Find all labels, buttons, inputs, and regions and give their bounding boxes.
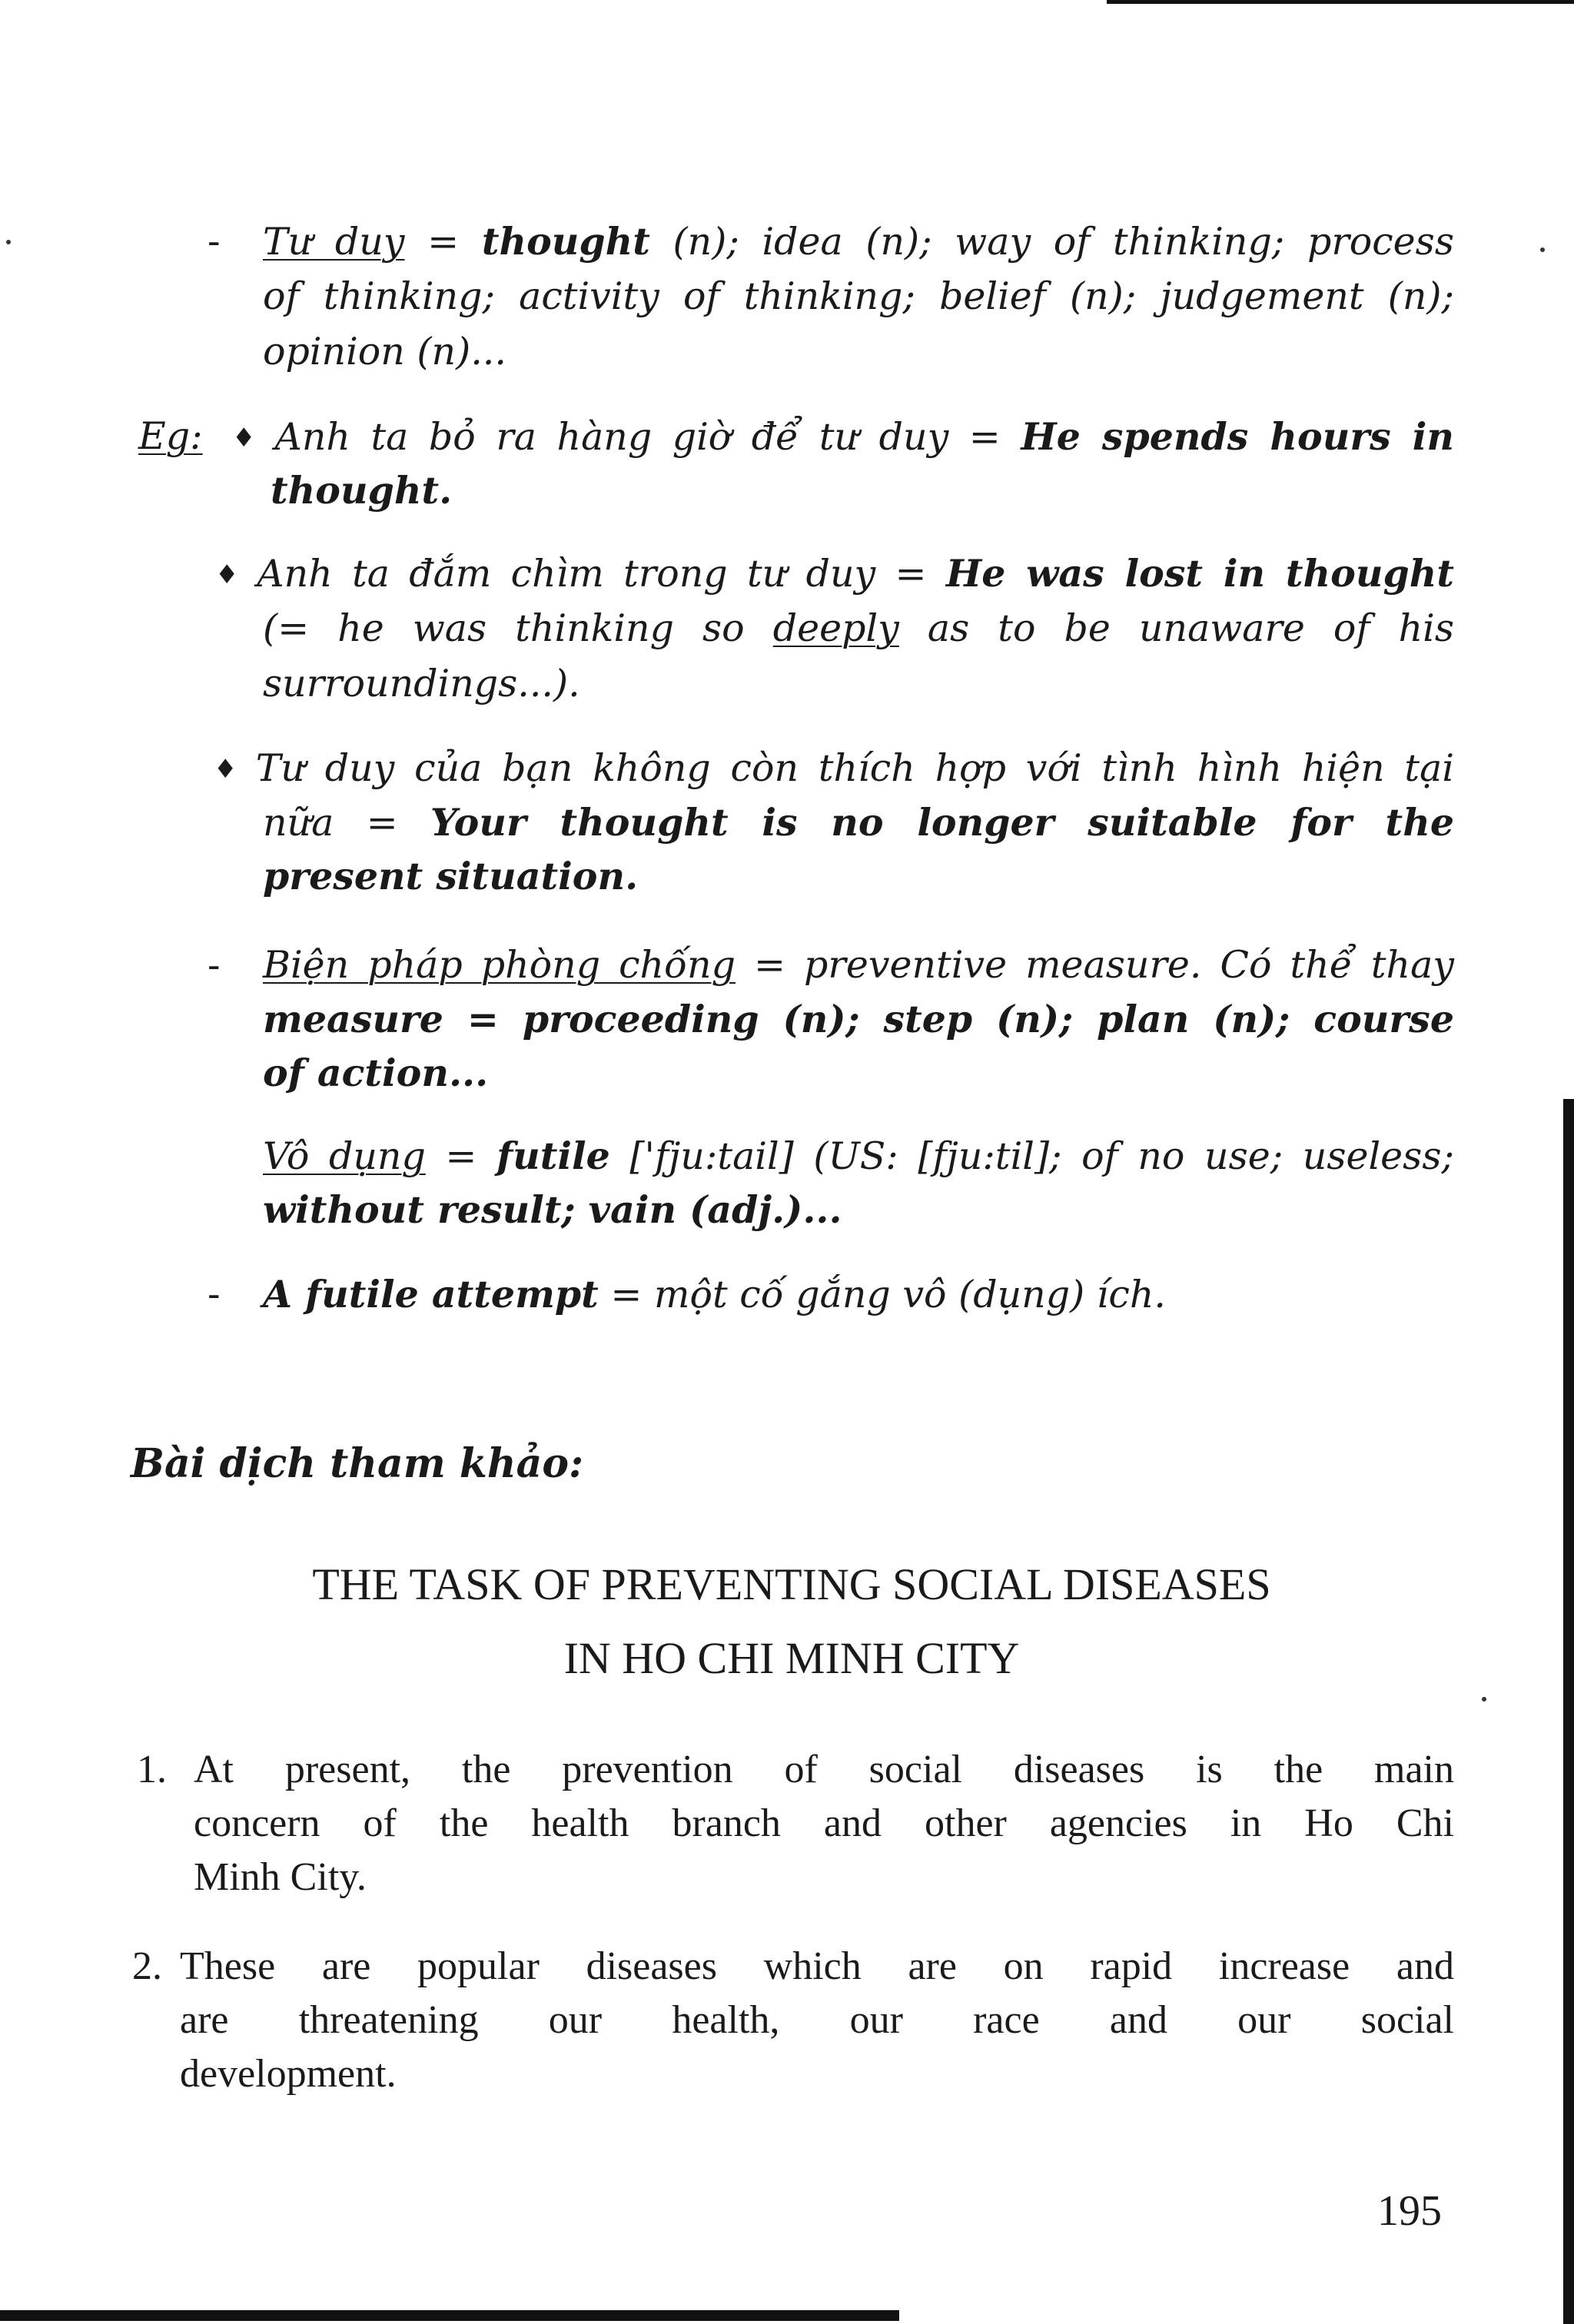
paragraph-line: At present, the prevention of social diseases is the main bbox=[194, 1748, 1454, 1791]
scan-edge-right bbox=[1563, 1099, 1574, 2324]
vocab-line: opinion (n)... bbox=[263, 330, 506, 374]
vocab-term: Biện pháp phòng chống bbox=[263, 943, 736, 987]
vocab-term: Tư duy bbox=[263, 220, 405, 264]
example-line: ♦ Anh ta bỏ ra hàng giờ để tư duy = He spends hours in bbox=[232, 414, 1455, 459]
vocab-term: Vô dụng bbox=[263, 1134, 426, 1178]
article-title-line-2: IN HO CHI MINH CITY bbox=[563, 1633, 1020, 1683]
section-heading: Bài dịch tham khảo: bbox=[131, 1440, 584, 1487]
vocab-line: Tư duy = thought (n); idea (n); way of thinking; process bbox=[263, 219, 1454, 264]
paragraph-line: These are popular diseases which are on rapid increase and bbox=[180, 1944, 1454, 1988]
example-label-line bbox=[138, 410, 203, 463]
vocab-line: measure = proceeding (n); step (n); plan (n); course bbox=[263, 997, 1454, 1041]
bullet-icon: ♦ bbox=[214, 754, 245, 785]
vocab-line: Biện pháp phòng chống = preventive measure. Có thể thay bbox=[263, 943, 1454, 987]
scan-edge-top bbox=[1107, 0, 1574, 4]
paragraph-line: development. bbox=[180, 2052, 397, 2096]
example-line: thought. bbox=[271, 468, 453, 513]
list-dash: - bbox=[208, 1272, 221, 1316]
example-line: present situation. bbox=[263, 854, 639, 898]
vocab-line: without result; vain (adj.)... bbox=[263, 1187, 842, 1232]
example-line: surroundings...). bbox=[263, 662, 580, 706]
list-dash: - bbox=[208, 943, 221, 987]
paragraph-number: 2. bbox=[132, 1944, 162, 1988]
vocab-line: A futile attempt = một cố gắng vô (dụng) ích. bbox=[263, 1272, 1167, 1316]
example-line: ♦ Tư duy của bạn không còn thích hợp với tình hình hiện tại bbox=[214, 746, 1454, 790]
paragraph-line: Minh City. bbox=[194, 1855, 367, 1899]
eg-label: Eg: bbox=[138, 414, 203, 458]
vocab-line: of thinking; activity of thinking; belief (n); judgement (n); bbox=[263, 274, 1454, 318]
scan-speck bbox=[6, 240, 11, 244]
scan-speck bbox=[1540, 247, 1545, 252]
bullet-icon: ♦ bbox=[232, 423, 264, 453]
vocab-headword: thought bbox=[481, 219, 650, 264]
scan-speck bbox=[1482, 1697, 1486, 1702]
vocab-line: Vô dụng = futile ['fju:tail] (US: [fju:til]; of no use; useless; bbox=[263, 1134, 1454, 1178]
example-line: nữa = Your thought is no longer suitable for the bbox=[263, 800, 1454, 845]
article-title-line-1: THE TASK OF PREVENTING SOCIAL DISEASES bbox=[312, 1559, 1271, 1609]
paragraph-line: are threatening our health, our race and our social bbox=[180, 1998, 1454, 2042]
vocab-line: of action... bbox=[263, 1051, 489, 1095]
list-dash: - bbox=[208, 219, 221, 263]
paragraph-number: 1. bbox=[137, 1748, 167, 1791]
vocab-headword: A futile attempt bbox=[263, 1272, 599, 1316]
page-number: 195 bbox=[1377, 2187, 1442, 2235]
scan-edge-bottom bbox=[0, 2310, 899, 2321]
bullet-icon: ♦ bbox=[215, 559, 247, 590]
example-line: (= he was thinking so deeply as to be unaware of his bbox=[263, 606, 1454, 650]
example-line: ♦ Anh ta đắm chìm trong tư duy = He was lost in thought bbox=[215, 551, 1454, 596]
paragraph-line: concern of the health branch and other agencies in Ho Chi bbox=[194, 1801, 1454, 1845]
